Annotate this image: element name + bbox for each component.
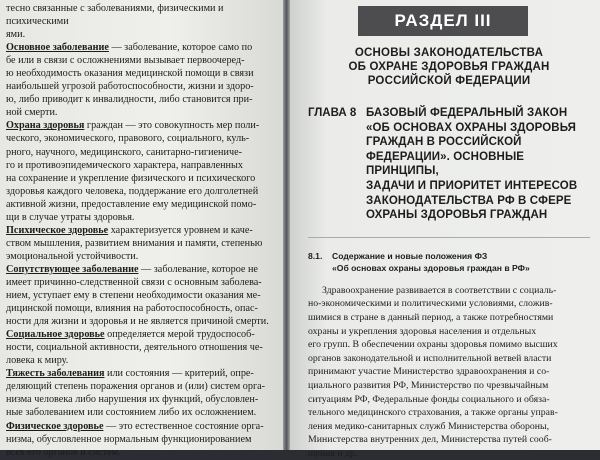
body-line: Министерства внутренних дел, Министерства путей сооб- xyxy=(308,434,552,446)
body-line: шимися в стране в данный период, а также потребностями xyxy=(308,311,554,323)
chapter-title-line: БАЗОВЫЙ ФЕДЕРАЛЬНЫЙ ЗАКОН xyxy=(366,107,568,119)
body-line: органов законодательной и исполнительной ветвей власти xyxy=(308,352,552,364)
line-text: ством мышления, развитием внимания и памяти, степенью xyxy=(6,237,263,249)
text-line xyxy=(6,93,276,106)
text-line xyxy=(6,289,276,302)
line-text: ческого, экономического, правового, социального, куль- xyxy=(6,133,250,145)
defined-term: Охрана здоровья xyxy=(6,120,85,132)
line-text: определяется мерой трудоспособ- xyxy=(104,329,255,341)
text-line xyxy=(6,211,276,224)
book-spine-gutter xyxy=(283,0,290,450)
line-text: всех его органов и систем. xyxy=(6,446,121,458)
chapter-title-line: ЗАКОНОДАТЕЛЬСТВА РФ В СФЕРЕ xyxy=(366,194,572,207)
text-line xyxy=(6,276,276,289)
line-text: характеризуется уровнем и каче- xyxy=(108,224,253,236)
body-line: принимают участие Министерство здравоохранения и со- xyxy=(308,366,550,378)
text-line xyxy=(6,106,276,119)
line-text: ной смерти. xyxy=(6,107,58,119)
text-line xyxy=(6,146,276,159)
section-label: РАЗДЕЛ III xyxy=(394,11,492,30)
defined-term: Социальное здоровье xyxy=(6,329,105,341)
line-text: тесно связанные с заболеваниями, физическими и психическими xyxy=(6,3,224,28)
text-line xyxy=(6,132,276,145)
text-line xyxy=(6,198,276,211)
text-line xyxy=(6,263,276,276)
line-text: дицинской помощи, влияния на работоспособность, опас- xyxy=(6,303,258,315)
line-text: нием, уступает ему в степени необходимости оказания ме- xyxy=(6,290,261,302)
right-text-column xyxy=(308,6,590,460)
text-line xyxy=(6,67,276,80)
text-line xyxy=(6,185,276,198)
text-line xyxy=(6,2,276,28)
defined-term: Сопутствующее заболевание xyxy=(6,263,139,275)
line-text: ные заболеванием или состоянием либо их осложнением. xyxy=(6,407,257,419)
text-line xyxy=(6,315,276,328)
chapter-title-line: ФЕДЕРАЦИИ». ОСНОВНЫЕ ПРИНЦИПЫ, xyxy=(366,150,525,178)
line-text: на сохранение и укрепление физического и психического xyxy=(6,172,256,184)
line-text: наибольшей угрозой работоспособности, жизни и здоро- xyxy=(6,81,254,93)
subsection-title-line: Содержание и новые положения ФЗ xyxy=(332,250,488,261)
line-text: ловека к миру. xyxy=(6,355,69,367)
text-line xyxy=(6,224,276,237)
text-line xyxy=(6,80,276,93)
line-text: рного, научного, медицинского, санитарно-гигиениче- xyxy=(6,146,242,158)
body-line: циального развития РФ, Министерство по чрезвычайным xyxy=(308,379,549,391)
chapter-title-line: «ОБ ОСНОВАХ ОХРАНЫ ЗДОРОВЬЯ xyxy=(366,121,577,134)
body-line: ситуациям РФ, Федеральные фонды социального и обяза- xyxy=(308,393,550,405)
defined-term: Основное заболевание xyxy=(6,42,109,54)
section-label-box xyxy=(358,6,528,36)
chapter-title xyxy=(366,106,590,223)
chapter-heading xyxy=(308,106,590,223)
text-line xyxy=(6,119,276,132)
right-page xyxy=(290,0,600,459)
body-paragraph xyxy=(308,284,590,460)
line-text: го и противоэпидемического характера, направленных xyxy=(6,159,243,171)
text-line xyxy=(6,420,276,433)
body-line: ления медико-санитарных служб Министерства обороны, xyxy=(308,420,550,432)
text-line xyxy=(6,159,276,172)
chapter-title-line: ОХРАНЫ ЗДОРОВЬЯ ГРАЖДАН xyxy=(366,209,548,222)
text-line xyxy=(6,172,276,185)
text-line xyxy=(6,250,276,263)
body-line: тельного медицинского страхования, а также органы управ- xyxy=(308,407,558,419)
line-text: — заболевание, которое не xyxy=(138,263,258,275)
subsection-title xyxy=(332,250,530,274)
text-line xyxy=(6,41,276,54)
text-line xyxy=(6,237,276,250)
text-line xyxy=(6,406,276,419)
subsection-heading xyxy=(308,250,590,274)
text-line xyxy=(6,433,276,446)
line-text: имеет причинно-следственной связи с основным заболева- xyxy=(6,276,262,288)
line-text: бе или в связи с осложнениями вызывает первоочеред- xyxy=(6,55,245,67)
text-line xyxy=(6,367,276,380)
text-line xyxy=(6,393,276,406)
subsection-title-line: «Об основах охраны здоровья граждан в РФ» xyxy=(332,262,530,273)
line-text: ю, либо приводит к инвалидности, либо становится при- xyxy=(6,94,253,106)
body-line: но-экономическими и политическими условиями, сложив- xyxy=(308,298,553,310)
line-text: ности, социальной активности, деятельного отношения че- xyxy=(6,342,263,354)
line-text: деляющий степень поражения органов и (или) систем орга- xyxy=(6,381,266,393)
text-line xyxy=(6,302,276,315)
line-text: — это естественное состояние орга- xyxy=(103,420,264,432)
line-text: низма, обусловленное нормальным функционированием xyxy=(6,433,252,445)
left-page xyxy=(0,0,283,458)
line-text: граждан — это совокупность мер поли- xyxy=(84,120,260,132)
body-line: его групп. В обеспечении охраны здоровья помимо высших xyxy=(308,339,558,351)
body-line: щения и др. xyxy=(308,447,358,459)
section-title xyxy=(308,46,590,88)
line-text: — заболевание, которое само по xyxy=(108,42,253,54)
subsection-number: 8.1. xyxy=(308,250,323,261)
text-line xyxy=(6,328,276,341)
text-line xyxy=(6,354,276,367)
chapter-title-line: ЗАДАЧИ И ПРИОРИТЕТ ИНТЕРЕСОВ xyxy=(366,179,578,192)
line-text: низма человека либо нарушения их функций, обусловлен- xyxy=(6,394,259,406)
section-title-line: РОССИЙСКОЙ ФЕДЕРАЦИИ xyxy=(367,75,531,87)
text-line xyxy=(6,54,276,67)
line-text: ями. xyxy=(6,29,26,41)
divider xyxy=(308,237,590,238)
line-text: здоровья каждого человека, поддержание его долголетней xyxy=(6,185,259,197)
section-title-line: ОСНОВЫ ЗАКОНОДАТЕЛЬСТВА xyxy=(354,47,544,59)
text-line xyxy=(6,446,276,459)
line-text: щи в случае утраты здоровья. xyxy=(6,211,135,223)
line-text: или состояния — критерий, опре- xyxy=(104,368,254,380)
chapter-title-line: ГРАЖДАН В РОССИЙСКОЙ xyxy=(366,136,522,149)
text-line xyxy=(6,380,276,393)
body-line: Здравоохранение развивается в соответствии с социаль- xyxy=(322,284,557,296)
line-text: активной жизни, предоставление ему медицинской помо- xyxy=(6,198,257,210)
line-text: ю необходимость оказания медицинской помощи в связи xyxy=(6,68,254,80)
defined-term: Психическое здоровье xyxy=(6,224,109,236)
section-title-line: ОБ ОХРАНЕ ЗДОРОВЬЯ ГРАЖДАН xyxy=(348,61,550,73)
body-line: охраны и укрепления здоровья населения и отдельных xyxy=(308,325,537,337)
chapter-label: ГЛАВА 8 xyxy=(308,107,357,119)
left-text-column xyxy=(6,2,276,459)
defined-term: Физическое здоровье xyxy=(6,420,104,432)
line-text: эмоциональной устойчивости. xyxy=(6,250,139,262)
text-line xyxy=(6,28,276,41)
defined-term: Тяжесть заболевания xyxy=(6,368,105,380)
line-text: ности для жизни и здоровья и не является причиной смерти. xyxy=(6,316,269,328)
text-line xyxy=(6,341,276,354)
